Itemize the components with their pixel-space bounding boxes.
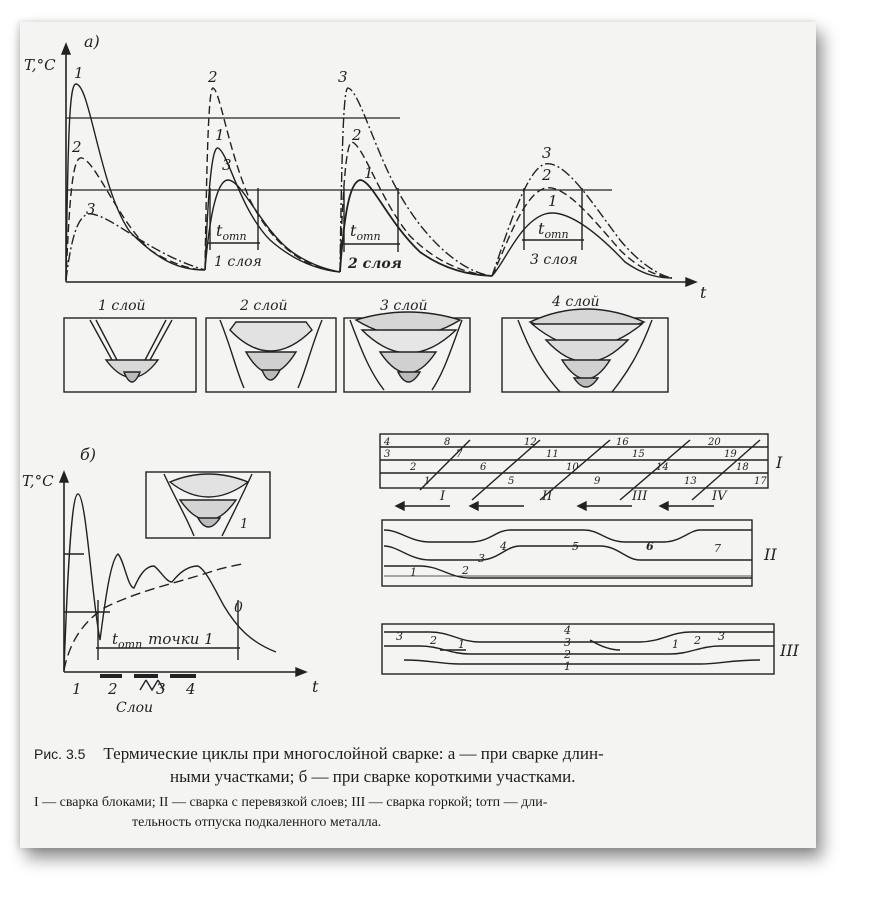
x-axis-label-a: t: [700, 283, 707, 302]
curve-label-1: 1: [74, 64, 84, 82]
block-label-3: III: [632, 489, 648, 504]
cascade-num: 2: [430, 634, 437, 647]
caption-line-3: I — сварка блоками; II — сварка с перевязкой слоев; III — сварка горкой; tотп — дли-: [34, 795, 548, 810]
figure-number: Рис. 3.5: [34, 746, 86, 762]
curve-label-2c: 2: [352, 126, 362, 144]
block-num: 17: [754, 476, 767, 487]
block-num: 1: [424, 476, 431, 487]
layer-title-3: 3 слой: [380, 298, 428, 314]
cascade-num: 3: [564, 636, 571, 649]
curve-label-3d: 3: [542, 144, 552, 162]
graph-a: [62, 44, 696, 286]
curve-label-3c: 3: [338, 68, 348, 86]
caption-line-4: тельность отпуска подкаленного металла.: [132, 815, 382, 830]
curve-label-2d: 2: [542, 166, 552, 184]
overlap-num: 2: [462, 564, 469, 577]
tick-1: 1: [72, 680, 82, 698]
cascade-num: 2: [564, 648, 571, 661]
block-num: 9: [594, 476, 601, 487]
point-label: 1: [240, 517, 249, 532]
x-axis-label-b: t: [312, 677, 319, 696]
y-axis-label-b: T,°C: [22, 472, 54, 490]
block-num: 7: [456, 449, 463, 460]
block-label-2: II: [542, 489, 553, 504]
curve-label-2b: 2: [208, 68, 218, 86]
block-num: 11: [546, 449, 559, 460]
layers-label: Слои: [116, 700, 154, 716]
scheme-cascade-roman: III: [780, 641, 799, 660]
t-otp-point-label: $t_{отп}$ точки 1: [112, 630, 214, 651]
tick-4: 4: [186, 680, 196, 698]
scheme-block-roman: I: [776, 453, 783, 472]
block-num: 10: [566, 462, 579, 473]
layer-label-3: 3 слоя: [530, 252, 578, 268]
scheme-cascade: [382, 624, 774, 674]
block-num: 15: [632, 449, 645, 460]
tick-3: 3: [156, 680, 166, 698]
weld-section-b: [146, 472, 270, 538]
layer-label-2: 2 слоя: [348, 256, 402, 272]
cascade-num: 3: [718, 630, 725, 643]
cascade-num: 1: [564, 660, 571, 673]
weld-section-3: [344, 312, 470, 392]
overlap-num: 6: [646, 540, 654, 553]
zero-label: 0: [234, 600, 243, 616]
cascade-num: 1: [672, 638, 679, 651]
layer-title-2: 2 слой: [240, 298, 288, 314]
cascade-num: 4: [564, 624, 571, 637]
cascade-num: 1: [458, 638, 465, 651]
figure-caption-title: [34, 744, 604, 764]
block-label-4: IV: [712, 489, 727, 504]
block-num: 6: [480, 462, 487, 473]
t-otp-label-3: $t_{отп}$: [538, 219, 569, 241]
curve-label-1b: 1: [215, 126, 225, 144]
layer-title-4: 4 слой: [552, 294, 600, 310]
curve-label-3: 3: [86, 200, 96, 218]
y-axis-label-a: T,°C: [24, 56, 56, 74]
panel-b-label: б): [80, 445, 97, 464]
weld-section-4: [502, 309, 668, 392]
overlap-num: 4: [500, 540, 507, 553]
block-num: 12: [524, 437, 537, 448]
panel-a-label: а): [84, 32, 100, 51]
block-label-1: I: [440, 489, 446, 504]
cascade-num: 3: [396, 630, 403, 643]
layer-label-1: 1 слоя: [214, 254, 262, 270]
overlap-num: 7: [714, 542, 721, 555]
block-num: 4: [384, 437, 391, 448]
tick-2: 2: [108, 680, 118, 698]
block-num: 3: [384, 449, 391, 460]
layer-title-1: 1 слой: [98, 298, 146, 314]
overlap-num: 3: [478, 552, 485, 565]
curve-label-1c: 1: [364, 164, 374, 182]
overlap-num: 1: [410, 566, 417, 579]
curve-label-1d: 1: [548, 192, 558, 210]
weld-section-2: [206, 318, 336, 392]
curve-label-2: 2: [72, 138, 82, 156]
overlap-num: 5: [572, 540, 579, 553]
block-num: 18: [736, 462, 749, 473]
block-num: 19: [724, 449, 737, 460]
weld-section-1: [64, 318, 196, 392]
t-otp-label-1: $t_{отп}$: [216, 221, 247, 243]
block-num: 8: [444, 437, 451, 448]
scheme-overlap: [382, 520, 752, 586]
block-num: 13: [684, 476, 697, 487]
block-num: 20: [708, 437, 721, 448]
caption-line-2: ными участками; б — при сварке короткими участками.: [170, 767, 576, 786]
t-otp-label-2: $t_{отп}$: [350, 221, 381, 243]
block-num: 14: [656, 462, 669, 473]
caption-line-1: Термические циклы при многослойной сварке: а — при сварке длин-: [103, 744, 604, 763]
scheme-overlap-roman: II: [764, 545, 777, 564]
curve-label-3b: 3: [222, 156, 232, 174]
block-num: 16: [616, 437, 629, 448]
block-num: 5: [508, 476, 515, 487]
cascade-num: 2: [694, 634, 701, 647]
block-num: 2: [410, 462, 417, 473]
